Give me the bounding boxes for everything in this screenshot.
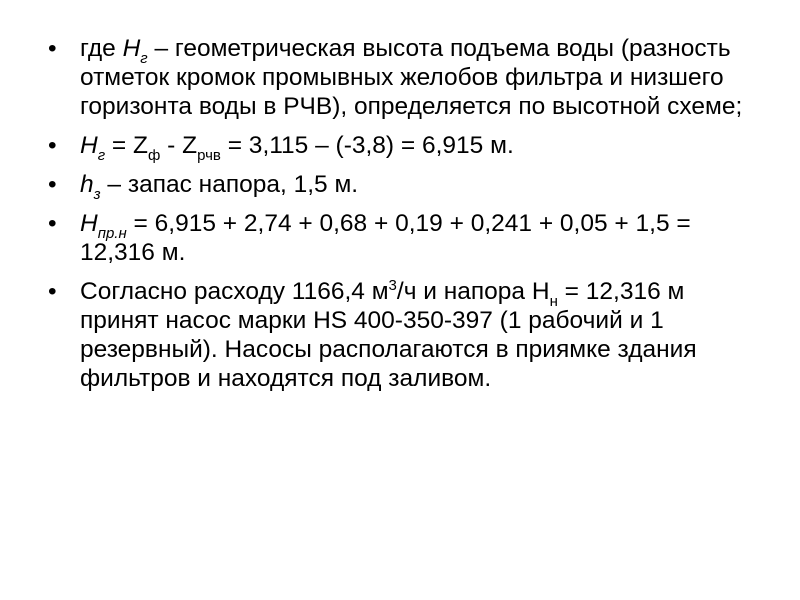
head-subscript: н [549,293,558,310]
symbol-h-lower: h [80,171,94,198]
list-item-height-definition [48,34,758,121]
list-item-pump-head [48,209,758,267]
selection-text-part3: = 12,316 м принят насос марки HS 400-350-397 (1 рабочий и 1 резервный). Насосы располагаются в приямке здания фильтров и находятся под заливом. [80,278,697,392]
bullet-dot: • [48,210,57,237]
symbol-h-subscript: з [93,186,101,203]
symbol-h-subscript: пр.н [97,225,127,242]
z-tank-subscript: рчв [197,147,221,164]
text-prefix: где [80,35,123,62]
symbol-h: H [80,210,98,237]
bullet-dot: • [48,35,57,62]
list-item-pump-selection [48,277,758,393]
bullet-dot: • [48,278,57,305]
minus-z: - Z [160,132,198,159]
reserve-text: – запас напора, 1,5 м. [100,171,359,198]
pump-head-sum: = 6,915 + 2,74 + 0,68 + 0,19 + 0,241 + 0,05 + 1,5 = 12,316 м. [80,210,691,266]
list-item-head-reserve [48,170,758,203]
z-filter-subscript: ф [148,147,161,164]
bullet-list [48,34,758,403]
cubic-superscript: 3 [388,277,397,294]
symbol-h: H [122,35,141,62]
definition-text: – геометрическая высота подъема воды (разность отметок кромок промывных желобов фильтра и низшего горизонта воды в РЧВ), определяется по высотной схеме; [80,35,743,120]
equals-z: = Z [105,132,148,159]
symbol-h: H [80,132,98,159]
calculation-result: = 3,115 – (-3,8) = 6,915 м. [220,132,514,159]
symbol-h-subscript: г [140,50,148,67]
list-item-height-calculation [48,131,758,164]
selection-text-part1: Согласно расходу 1166,4 м [80,278,389,305]
selection-text-part2: /ч и напора Н [396,278,550,305]
symbol-h-subscript: г [97,147,106,164]
bullet-dot: • [48,171,57,198]
bullet-dot: • [48,132,57,159]
